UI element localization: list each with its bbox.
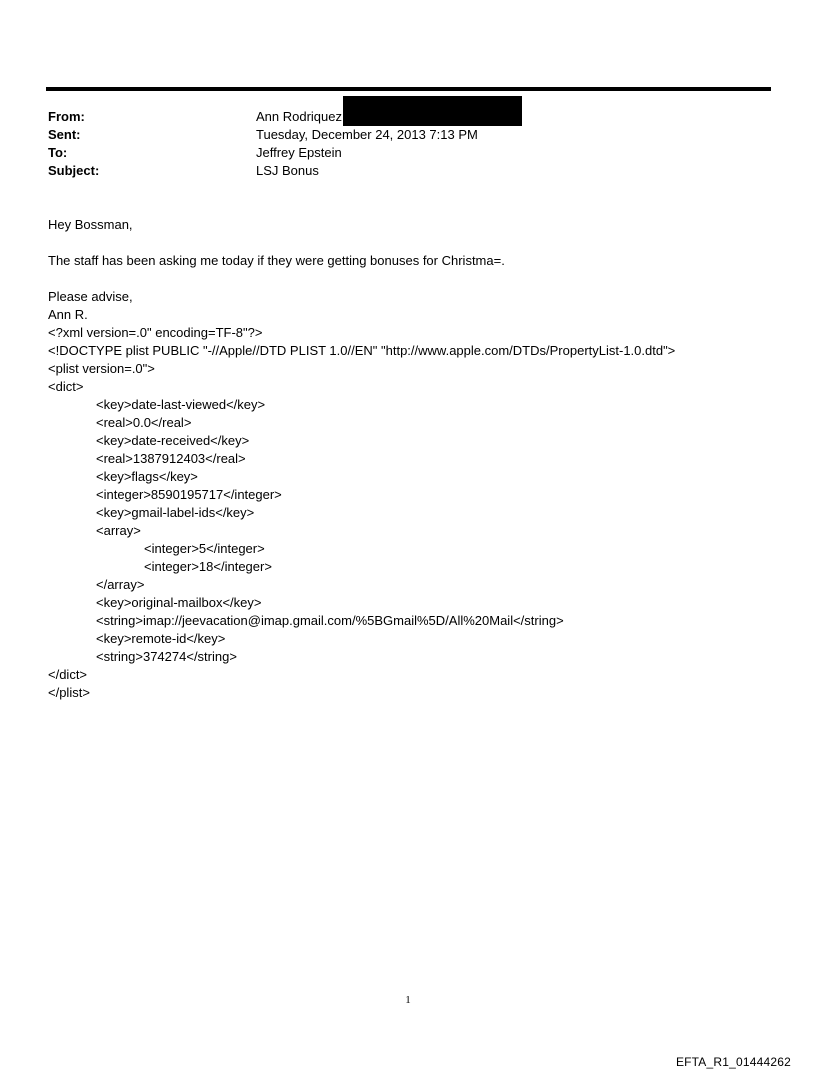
xml-line: </dict>	[48, 667, 88, 682]
header-rule	[46, 87, 771, 91]
subject-value: LSJ Bonus	[256, 163, 319, 178]
xml-line: <real>0.0</real>	[96, 415, 192, 430]
from-label: From:	[48, 109, 85, 124]
message-text: The staff has been asking me today if they were getting bonuses for Christma=.	[48, 253, 505, 268]
email-body	[48, 216, 788, 702]
closing: Please advise,	[48, 289, 133, 304]
xml-line: <key>date-last-viewed</key>	[96, 397, 266, 412]
subject-label: Subject:	[48, 163, 100, 178]
xml-line: <string>374274</string>	[96, 649, 237, 664]
signature: Ann R.	[48, 307, 88, 322]
xml-line: <array>	[96, 523, 141, 538]
xml-line: <key>date-received</key>	[96, 433, 250, 448]
sent-label: Sent:	[48, 127, 81, 142]
xml-line: <key>original-mailbox</key>	[96, 595, 262, 610]
xml-line: <plist version=.0">	[48, 361, 155, 376]
sent-value: Tuesday, December 24, 2013 7:13 PM	[256, 127, 478, 142]
bates-stamp: EFTA_R1_01444262	[675, 1055, 791, 1069]
to-label: To:	[48, 145, 68, 160]
page-number: 1	[405, 994, 411, 1006]
xml-line: <string>imap://jeevacation@imap.gmail.com/%5BGmail%5D/All%20Mail</string>	[96, 613, 564, 628]
xml-line: </array>	[96, 577, 145, 592]
from-value: Ann Rodriquez	[256, 109, 342, 124]
greeting: Hey Bossman,	[48, 217, 133, 232]
xml-line: <key>flags</key>	[96, 469, 198, 484]
xml-line: </plist>	[48, 685, 90, 700]
xml-line: <key>gmail-label-ids</key>	[96, 505, 255, 520]
xml-line: <key>remote-id</key>	[96, 631, 226, 646]
xml-line: <integer>5</integer>	[144, 541, 265, 556]
to-value: Jeffrey Epstein	[256, 145, 342, 160]
xml-line: <dict>	[48, 379, 84, 394]
xml-line: <real>1387912403</real>	[96, 451, 246, 466]
xml-line: <integer>8590195717</integer>	[96, 487, 282, 502]
xml-line: <?xml version=.0" encoding=TF-8"?>	[48, 325, 263, 340]
xml-line: <integer>18</integer>	[144, 559, 272, 574]
xml-line: <!DOCTYPE plist PUBLIC "-//Apple//DTD PLIST 1.0//EN" "http://www.apple.com/DTDs/PropertyList-1.0.dtd">	[48, 343, 676, 358]
redaction-box	[343, 96, 522, 126]
